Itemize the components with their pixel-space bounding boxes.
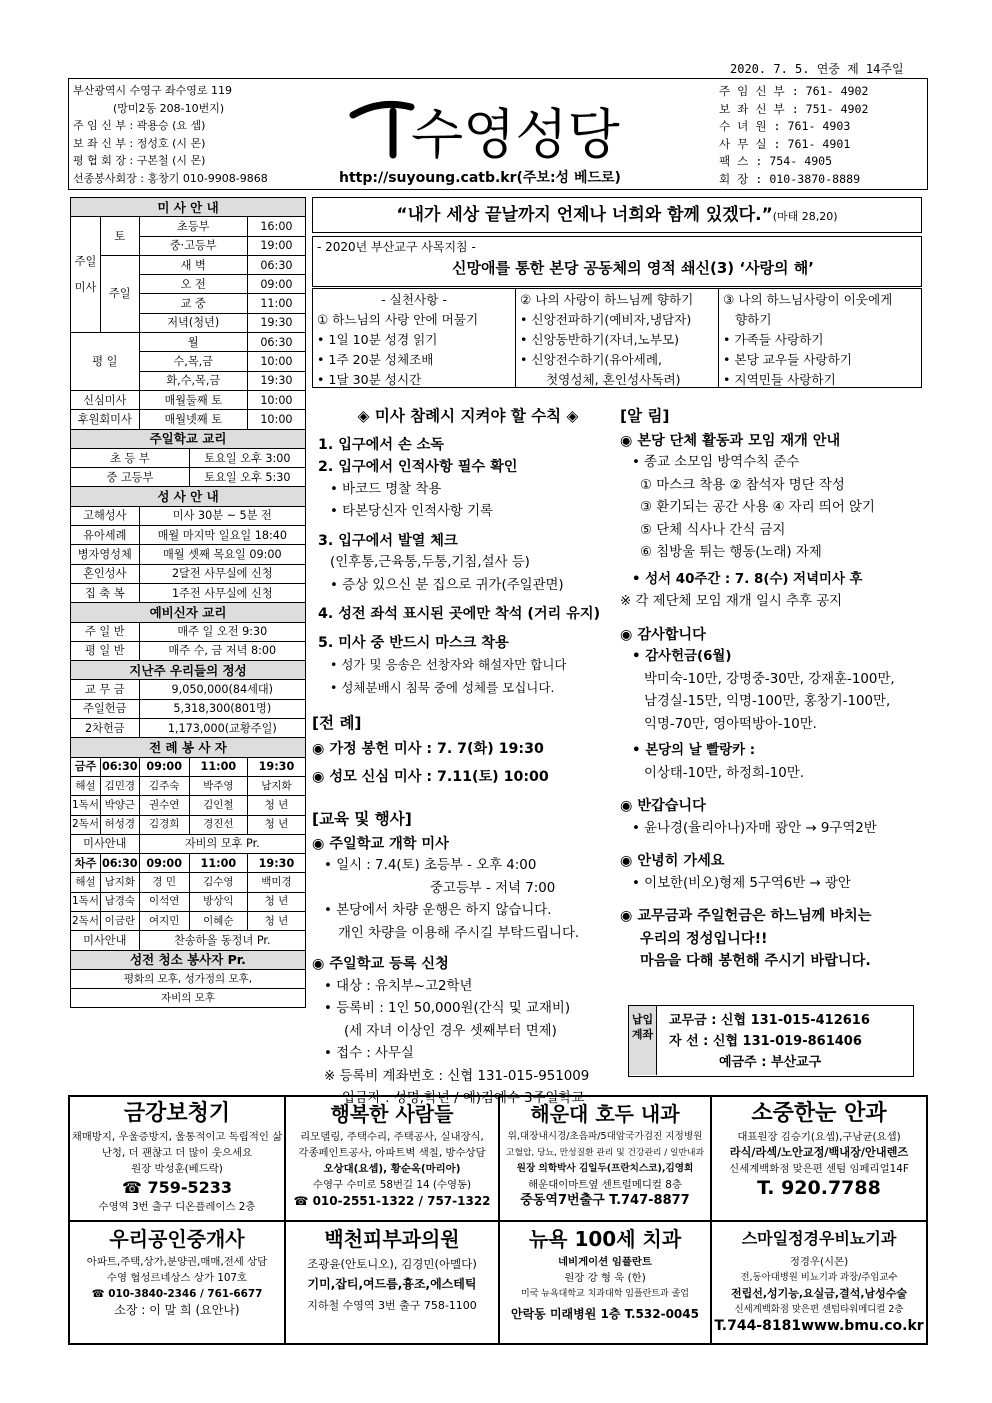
sacrament-cell: 유아세례 bbox=[71, 526, 140, 545]
notice-line: • 본당의 날 빨랑카 : bbox=[632, 743, 756, 758]
directive-sub: - 2020년 부산교구 사목지침 - bbox=[317, 240, 476, 254]
schedule-table bbox=[70, 197, 306, 1008]
notice-title: [알 림] bbox=[620, 407, 670, 425]
catechumen-cell: 주 일 반 bbox=[71, 622, 140, 641]
contact-line: 회 장 : 010-3870-8889 bbox=[719, 171, 861, 186]
sacrament-cell: 집 축 복 bbox=[71, 583, 140, 602]
edu-line: • 일시 : 7.4(토) 초등부 - 오후 4:00 bbox=[324, 858, 537, 873]
practice-col bbox=[516, 289, 719, 387]
ad-detail: 난청, 더 괜찮고 더 많이 웃으세요 bbox=[101, 1147, 253, 1159]
notice-heading: ◉ 본당 단체 활동과 모임 재개 안내 bbox=[620, 432, 841, 449]
practice-line: • 가족들 사랑하기 bbox=[723, 332, 824, 347]
ad-footer: 수영역 3번 출구 디온플레이스 2층 bbox=[98, 1201, 256, 1213]
notice-line: • 성서 40주간 : 7. 8(수) 저녁미사 후 bbox=[632, 571, 863, 587]
practice-line: • 본당 교우들 사랑하기 bbox=[723, 352, 852, 367]
server-cell: 이석연 bbox=[139, 892, 189, 911]
practice-line: • 1일 10분 성경 읽기 bbox=[317, 332, 438, 347]
mass-cell: 매월넷째 토 bbox=[139, 410, 247, 429]
server-cell: 2독서 bbox=[71, 815, 101, 834]
ad-name: 우리공인중개사 bbox=[109, 1227, 245, 1251]
ad-name: 백천피부과의원 bbox=[324, 1227, 460, 1251]
contact-line: 수 녀 원 : 761- 4903 bbox=[719, 119, 851, 133]
practice-line: • 1주 20분 성체조배 bbox=[317, 352, 434, 367]
rule-detail: • 성가 및 응송은 선창자와 해설자만 합니다 bbox=[330, 657, 567, 672]
servers-title: 전 례 봉 사 자 bbox=[71, 738, 306, 757]
practice-line: • 신앙전수하기(유아세례, bbox=[520, 352, 663, 367]
server-head: 차주 bbox=[71, 854, 101, 873]
sacrament-cell: 1주전 사무실에 신청 bbox=[139, 583, 305, 602]
server-cell: 남경숙 bbox=[100, 892, 139, 911]
server-cell: 김수영 bbox=[189, 873, 247, 892]
issue-date: 2020. 7. 5. 연중 제 14주일 bbox=[730, 62, 904, 76]
payment-account bbox=[628, 1005, 914, 1077]
ad-footer: ☎ 010-2551-1322 / 757-1322 bbox=[293, 1194, 491, 1208]
mass-cell: 16:00 bbox=[247, 217, 305, 236]
sacrament-cell: 병자영성체 bbox=[71, 545, 140, 564]
ad-detail: 네비게이션 임플란트 bbox=[558, 1256, 652, 1268]
server-cell: 해설 bbox=[71, 873, 101, 892]
practice-box bbox=[312, 288, 922, 388]
mass-title: 미 사 안 내 bbox=[71, 198, 306, 217]
notice-line: 우리의 정성입니다!! bbox=[640, 930, 768, 947]
mass-cell: 화,수,목,금 bbox=[139, 371, 247, 390]
catechumen-title: 예비신자 교리 bbox=[71, 603, 306, 622]
server-head: 06:30 bbox=[100, 854, 139, 873]
contact-numbers bbox=[719, 83, 924, 188]
notice-line: ① 마스크 착용 ② 참석자 명단 작성 bbox=[640, 477, 845, 493]
cleaning-cell: 평화의 모후, 성가정의 모후, bbox=[71, 969, 306, 988]
contact-line: 팩 스 : 754- 4905 bbox=[719, 154, 833, 168]
rule-detail: • 타본당신자 인적사항 기록 bbox=[330, 504, 493, 519]
notice-line: • 윤나경(율리아나)자매 광안 → 9구역2반 bbox=[632, 820, 877, 836]
cleaning-cell: 자비의 모후 bbox=[71, 989, 306, 1008]
info-line: 선종봉사회장 : 홍창기 010-9908-9868 bbox=[73, 171, 268, 185]
ad-box bbox=[711, 1096, 927, 1221]
parish-url[interactable]: http://suyoung.catb.kr(주보:성 베드로) bbox=[339, 170, 621, 186]
server-cell: 경 민 bbox=[139, 873, 189, 892]
ad-box bbox=[499, 1096, 711, 1221]
notice-line: ③ 환기되는 공간 사용 ④ 자리 띄어 앉기 bbox=[640, 500, 875, 515]
ad-phone: T. 920.7788 bbox=[757, 1177, 881, 1199]
mass-rules bbox=[318, 405, 618, 699]
sacrament-cell: 혼인성사 bbox=[71, 564, 140, 583]
ad-box bbox=[69, 1096, 285, 1221]
offering-cell: 주일헌금 bbox=[71, 699, 140, 718]
ad-box bbox=[285, 1221, 499, 1344]
edu-line: 중고등부 - 저녁 7:00 bbox=[430, 880, 556, 896]
parish-info bbox=[73, 82, 328, 187]
ad-footer: T.744-8181www.bmu.co.kr bbox=[714, 1318, 924, 1334]
server-cell: 청 년 bbox=[247, 815, 305, 834]
ad-name: 스마일정경우비뇨기과 bbox=[741, 1229, 897, 1248]
notice-line: 마음을 다해 봉헌해 주시기 바랍니다. bbox=[640, 953, 871, 969]
education-section bbox=[312, 808, 617, 1111]
offering-cell: 2차헌금 bbox=[71, 719, 140, 738]
ad-detail: 원장 박성훈(베드락) bbox=[131, 1163, 223, 1175]
server-cell: 김경희 bbox=[139, 815, 189, 834]
server-cell: 청 년 bbox=[247, 892, 305, 911]
ad-footer: 소장 : 이 말 희 (요안나) bbox=[114, 1303, 240, 1317]
rule-item: 2. 입구에서 인적사항 필수 확인 bbox=[318, 459, 518, 475]
edu-line: • 대상 : 유치부~고2학년 bbox=[324, 978, 473, 994]
ad-detail: 대표원장 김승기(요셉),구남균(요셉) bbox=[737, 1131, 901, 1143]
practice-line: • 지역민들 사랑하기 bbox=[723, 372, 836, 387]
server-cell: 찬송하올 동정녀 Pr. bbox=[139, 931, 305, 950]
server-head: 금주 bbox=[71, 757, 101, 776]
notice-heading: ◉ 감사합니다 bbox=[620, 626, 706, 643]
server-cell: 김주숙 bbox=[139, 776, 189, 795]
sunday-label: 주일 bbox=[100, 255, 139, 332]
notice-section bbox=[620, 405, 925, 973]
notice-heading: ◉ 안녕히 가세요 bbox=[620, 853, 725, 869]
liturgy-item: ◉ 가정 봉헌 미사 : 7. 7(화) 19:30 bbox=[312, 740, 544, 757]
server-cell: 백미경 bbox=[247, 873, 305, 892]
ad-footer: 중동역7번출구 T.747-8877 bbox=[520, 1193, 690, 1208]
info-line: 보 좌 신 부 : 정성호 (시 몬) bbox=[73, 136, 206, 150]
server-cell: 해설 bbox=[71, 776, 101, 795]
edu-line: • 본당에서 차량 운행은 하지 않습니다. bbox=[324, 903, 552, 918]
edu-heading: ◉ 주일학교 등록 신청 bbox=[312, 956, 449, 972]
server-cell: 이금란 bbox=[100, 911, 139, 930]
ad-detail: 원장 강 형 욱 (한) bbox=[564, 1272, 646, 1284]
ad-detail: 수영 협성르네상스 상가 107호 bbox=[106, 1272, 248, 1284]
server-cell: 1독서 bbox=[71, 892, 101, 911]
edu-line: ※ 등록비 계좌번호 : 신협 131-015-951009 bbox=[324, 1068, 590, 1084]
rule-item: 4. 성전 좌석 표시된 곳에만 착석 (거리 유지) bbox=[318, 606, 601, 622]
server-cell: 여지민 bbox=[139, 911, 189, 930]
sacrament-cell: 고해성사 bbox=[71, 506, 140, 525]
cleaning-title: 성전 청소 봉사자 Pr. bbox=[71, 950, 306, 969]
ad-box bbox=[499, 1221, 711, 1344]
ad-detail: 라식/라섹/노안교정/백내장/안내렌즈 bbox=[729, 1146, 909, 1159]
sacrament-cell: 매월 마지막 일요일 18:40 bbox=[139, 526, 305, 545]
liturgy-title: [전 례] bbox=[312, 714, 362, 732]
weekday-label: 평 일 bbox=[71, 333, 140, 391]
notice-line: ⑥ 침방울 튀는 행동(노래) 자제 bbox=[640, 545, 822, 560]
catechumen-cell: 평 일 반 bbox=[71, 641, 140, 660]
server-cell: 남지화 bbox=[247, 776, 305, 795]
practice-col bbox=[313, 289, 516, 387]
mass-cell: 06:30 bbox=[247, 333, 305, 352]
mass-cell: 신심미사 bbox=[71, 390, 140, 409]
ad-detail: 고혈압, 당뇨, 만성질환 관리 및 건강관리 / 일반내과 bbox=[505, 1148, 705, 1158]
edu-line: • 접수 : 사무실 bbox=[324, 1046, 414, 1061]
ad-detail: 전립선,성기능,요실금,결석,남성수술 bbox=[730, 1287, 908, 1300]
ad-detail: 채매방지, 우울증방지, 울통적이고 독립적인 삶 bbox=[71, 1131, 283, 1143]
ad-detail: ☎ 010-3840-2346 / 761-6677 bbox=[91, 1288, 263, 1300]
server-cell: 남지화 bbox=[100, 873, 139, 892]
notice-line: • 감사헌금(6월) bbox=[632, 649, 732, 664]
edu-heading: ◉ 주일학교 개학 미사 bbox=[312, 835, 449, 852]
server-cell: 김민경 bbox=[100, 776, 139, 795]
server-cell: 청 년 bbox=[247, 911, 305, 930]
server-cell: 미사안내 bbox=[71, 834, 140, 853]
mass-cell: 초등부 bbox=[139, 217, 247, 236]
ad-box bbox=[285, 1096, 499, 1221]
practice-line: ② 나의 사랑이 하느님께 향하기 bbox=[520, 292, 694, 307]
rule-detail: (인후통,근육통,두통,기침,설사 등) bbox=[330, 555, 530, 570]
server-head: 09:00 bbox=[139, 757, 189, 776]
mass-cell: 매월둘째 토 bbox=[139, 390, 247, 409]
contact-line: 사 무 실 : 761- 4901 bbox=[719, 136, 851, 151]
ad-detail: 전,동아대병원 비뇨기과 과장/주임교수 bbox=[740, 1272, 898, 1283]
ad-detail: 각종페인트공사, 아파트벽 색칠, 방수상담 bbox=[298, 1147, 486, 1159]
notice-line: 이상태-10만, 하정희-10만. bbox=[644, 765, 804, 781]
school-cell: 중 고등부 bbox=[71, 468, 190, 487]
practice-col bbox=[719, 289, 921, 387]
contact-line: 보 좌 신 부 : 751- 4902 bbox=[719, 101, 869, 116]
info-line: 평 협 회 장 : 구본철 (시 몬) bbox=[73, 154, 206, 167]
practice-line: ① 하느님의 사랑 안에 머물기 bbox=[317, 312, 479, 327]
contact-line: 주 임 신 부 : 761- 4902 bbox=[719, 84, 869, 98]
mass-cell: 19:30 bbox=[247, 313, 305, 332]
mass-cell: 후원회미사 bbox=[71, 410, 140, 429]
mass-cell: 11:00 bbox=[247, 294, 305, 313]
offering-cell: 9,050,000(84세대) bbox=[139, 680, 305, 699]
ad-detail: 위,대장내시경/초음파/5대암국가검진 지정병원 bbox=[507, 1131, 703, 1142]
ad-detail: 신세계백화점 맞은편 센텀 임페리얼14F bbox=[729, 1163, 909, 1175]
practice-line: • 1달 30분 성시간 bbox=[317, 372, 422, 387]
mass-cell: 월 bbox=[139, 333, 247, 352]
rule-item: 5. 미사 중 반드시 마스크 착용 bbox=[318, 634, 509, 651]
saturday-label: 토 bbox=[100, 217, 139, 256]
notice-line: 남경실-15만, 익명-100만, 홍창기-100만, bbox=[644, 694, 891, 709]
server-cell: 이혜순 bbox=[189, 911, 247, 930]
directive-title: 신망애를 통한 본당 공동체의 영적 쇄신(3) ‘사랑의 해’ bbox=[452, 259, 814, 277]
sacrament-cell: 매월 셋째 목요일 09:00 bbox=[139, 545, 305, 564]
edu-title: [교육 및 행사] bbox=[312, 810, 412, 828]
server-cell: 미사안내 bbox=[71, 931, 140, 950]
server-cell: 허성경 bbox=[100, 815, 139, 834]
masthead bbox=[68, 78, 928, 190]
offering-cell: 교 무 금 bbox=[71, 680, 140, 699]
ad-detail: 원장 의학박사 김일두(프란치스코),김영희 bbox=[516, 1163, 694, 1174]
practice-line: 첫영성체, 혼인성사독려) bbox=[546, 372, 681, 387]
server-cell: 박양근 bbox=[100, 796, 139, 815]
mass-cell: 오 전 bbox=[139, 275, 247, 294]
info-line: 부산광역시 수영구 좌수영로 119 bbox=[73, 84, 232, 97]
sacrament-cell: 미사 30분 ~ 5분 전 bbox=[139, 506, 305, 525]
info-line: 주 임 신 부 : 곽용승 (요 셉) bbox=[73, 119, 206, 132]
rule-detail: • 바코드 명찰 착용 bbox=[330, 481, 442, 497]
server-cell: 2독서 bbox=[71, 911, 101, 930]
mass-cell: 10:00 bbox=[247, 410, 305, 429]
offering-title: 지난주 우리들의 정성 bbox=[71, 661, 306, 680]
ad-footer: 안락동 미래병원 1층 T.532-0045 bbox=[511, 1307, 699, 1321]
mass-cell: 19:30 bbox=[247, 371, 305, 390]
mass-cell: 중·고등부 bbox=[139, 236, 247, 255]
ad-name: 뉴욕 100세 치과 bbox=[528, 1227, 682, 1251]
rule-item: 3. 입구에서 발열 체크 bbox=[318, 532, 458, 549]
catechumen-cell: 매주 수, 금 저녁 8:00 bbox=[139, 641, 305, 660]
edu-line: 개인 차량을 이용해 주시길 부탁드립니다. bbox=[338, 925, 580, 941]
ad-detail: 아파트,주택,상가,분양권,매매,전세 상담 bbox=[86, 1256, 268, 1268]
mass-cell: 수,목,금 bbox=[139, 352, 247, 371]
school-title: 주일학교 교리 bbox=[71, 429, 306, 448]
ad-footer: 지하철 수영역 3번 출구 758-1100 bbox=[307, 1299, 477, 1312]
notice-line: • 이보한(비오)형제 5구역6반 → 광안 bbox=[632, 875, 851, 891]
school-cell: 토요일 오후 5:30 bbox=[189, 468, 305, 487]
ad-box bbox=[69, 1221, 285, 1344]
practice-line: - 실천사항 - bbox=[381, 292, 447, 307]
practice-line: ③ 나의 하느님사랑이 이웃에게 bbox=[723, 292, 893, 307]
rule-detail: • 성체분배시 침묵 중에 성체를 모십니다. bbox=[330, 679, 555, 695]
ad-detail: 리모델링, 주택수리, 주택공사, 실내장식, bbox=[300, 1131, 484, 1143]
server-cell: 방상익 bbox=[189, 892, 247, 911]
server-cell: 경진선 bbox=[189, 815, 247, 834]
ad-detail: 조광윤(안토니오), 김경민(아멜다) bbox=[307, 1257, 477, 1271]
account-line: 교무금 : 신협 131-015-412616 bbox=[669, 1013, 870, 1028]
mass-cell: 저녁(청년) bbox=[139, 313, 247, 332]
notice-line: • 종교 소모임 방역수칙 준수 bbox=[632, 455, 800, 470]
server-head: 19:30 bbox=[247, 854, 305, 873]
notice-line: 박미숙-10만, 강명중-30만, 강재훈-100만, bbox=[644, 671, 895, 687]
ad-name: 소중한눈 안과 bbox=[751, 1101, 887, 1126]
edu-line: 입금자 : 성명,학년 / 예)김예수 3주일학교 bbox=[342, 1091, 585, 1106]
ad-name: 금강보청기 bbox=[123, 1101, 231, 1126]
offering-cell: 5,318,300(801명) bbox=[139, 699, 305, 718]
rule-detail: • 증상 있으신 분 집으로 귀가(주일관면) bbox=[330, 577, 564, 593]
rules-title: ◈ 미사 참례시 지켜야 할 수칙 ◈ bbox=[357, 407, 579, 425]
sunday-mass-label: 주일미사 bbox=[71, 217, 101, 333]
notice-heading: ◉ 교무금과 주일헌금은 하느님께 바치는 bbox=[620, 908, 872, 924]
notice-line: ⑤ 단체 식사나 간식 금지 bbox=[640, 522, 786, 538]
quote-ref: (마태 28,20) bbox=[772, 210, 838, 223]
ad-name: 해운대 호두 내과 bbox=[530, 1102, 680, 1126]
ad-detail: 해운대이마트옆 센트럴메디컬 8층 bbox=[528, 1179, 682, 1191]
ad-detail: 미국 뉴욕대학교 치과대학 임플란트과 졸업 bbox=[521, 1289, 689, 1299]
server-head: 11:00 bbox=[189, 757, 247, 776]
ad-detail: 정경우(시몬) bbox=[789, 1256, 849, 1268]
account-label: 납입계좌 bbox=[629, 1006, 657, 1075]
mass-cell: 교 중 bbox=[139, 294, 247, 313]
quote-text: “내가 세상 끝날까지 언제나 너희와 함께 있겠다.” bbox=[396, 205, 773, 225]
edu-line: (세 자녀 이상인 경우 셋째부터 면제) bbox=[344, 1023, 557, 1039]
practice-line: 향하기 bbox=[735, 312, 772, 327]
mass-cell: 10:00 bbox=[247, 352, 305, 371]
mass-cell: 06:30 bbox=[247, 255, 305, 274]
server-cell: 청 년 bbox=[247, 796, 305, 815]
edu-line: • 등록비 : 1인 50,000원(간식 및 교재비) bbox=[324, 1001, 571, 1016]
liturgy-item: ◉ 성모 신심 미사 : 7.11(토) 10:00 bbox=[312, 768, 549, 785]
server-cell: 1독서 bbox=[71, 796, 101, 815]
school-cell: 토요일 오후 3:00 bbox=[189, 448, 305, 467]
server-head: 06:30 bbox=[100, 757, 139, 776]
school-cell: 초 등 부 bbox=[71, 448, 190, 467]
practice-line: • 신앙전파하기(예비자,냉담자) bbox=[520, 312, 692, 327]
catechumen-cell: 매주 일 오전 9:30 bbox=[139, 622, 305, 641]
server-cell: 박주영 bbox=[189, 776, 247, 795]
notice-line: ※ 각 제단체 모임 재개 일시 추후 공지 bbox=[620, 594, 843, 609]
offering-cell: 1,173,000(교황주일) bbox=[139, 719, 305, 738]
server-cell: 김인철 bbox=[189, 796, 247, 815]
rule-item: 1. 입구에서 손 소독 bbox=[318, 436, 445, 453]
ad-detail: 오상대(요셉), 황순옥(마리아) bbox=[323, 1163, 461, 1175]
liturgy-section bbox=[312, 712, 612, 791]
account-line: 자 선 : 신협 131-019-861406 bbox=[669, 1034, 862, 1049]
practice-line: • 신앙동반하기(자녀,노부모) bbox=[520, 332, 680, 347]
server-cell: 자비의 모후 Pr. bbox=[139, 834, 305, 853]
ad-box bbox=[711, 1221, 927, 1344]
server-cell: 권수연 bbox=[139, 796, 189, 815]
ad-phone: ☎ 759-5233 bbox=[121, 1178, 233, 1197]
ad-detail: 신세계백화점 맞은편 센텀타워메디컬 2층 bbox=[734, 1304, 904, 1315]
notice-line: 익명-70만, 영아떡방아-10만. bbox=[644, 716, 817, 732]
ad-name: 행복한 사람들 bbox=[330, 1102, 454, 1126]
server-head: 11:00 bbox=[189, 854, 247, 873]
mass-cell: 새 벽 bbox=[139, 255, 247, 274]
server-head: 09:00 bbox=[139, 854, 189, 873]
notice-heading: ◉ 반갑습니다 bbox=[620, 798, 706, 814]
ad-detail: 기미,잡티,여드름,흉조,에스테틱 bbox=[307, 1277, 477, 1291]
server-head: 19:30 bbox=[247, 757, 305, 776]
scripture-quote bbox=[312, 197, 922, 233]
advertisements bbox=[68, 1095, 928, 1345]
ad-detail: 수영구 수미로 58번길 14 (수영동) bbox=[312, 1179, 472, 1191]
mass-cell: 09:00 bbox=[247, 275, 305, 294]
sacrament-cell: 2달전 사무실에 신청 bbox=[139, 564, 305, 583]
account-line: 예금주 : 부산교구 bbox=[719, 1055, 822, 1070]
pastoral-directive bbox=[312, 236, 922, 287]
mass-cell: 19:00 bbox=[247, 236, 305, 255]
mass-cell: 10:00 bbox=[247, 390, 305, 409]
logo-text: 수영성당 bbox=[411, 103, 620, 166]
info-line: (망미2동 208-10번지) bbox=[113, 101, 225, 115]
sacrament-title: 성 사 안 내 bbox=[71, 487, 306, 506]
